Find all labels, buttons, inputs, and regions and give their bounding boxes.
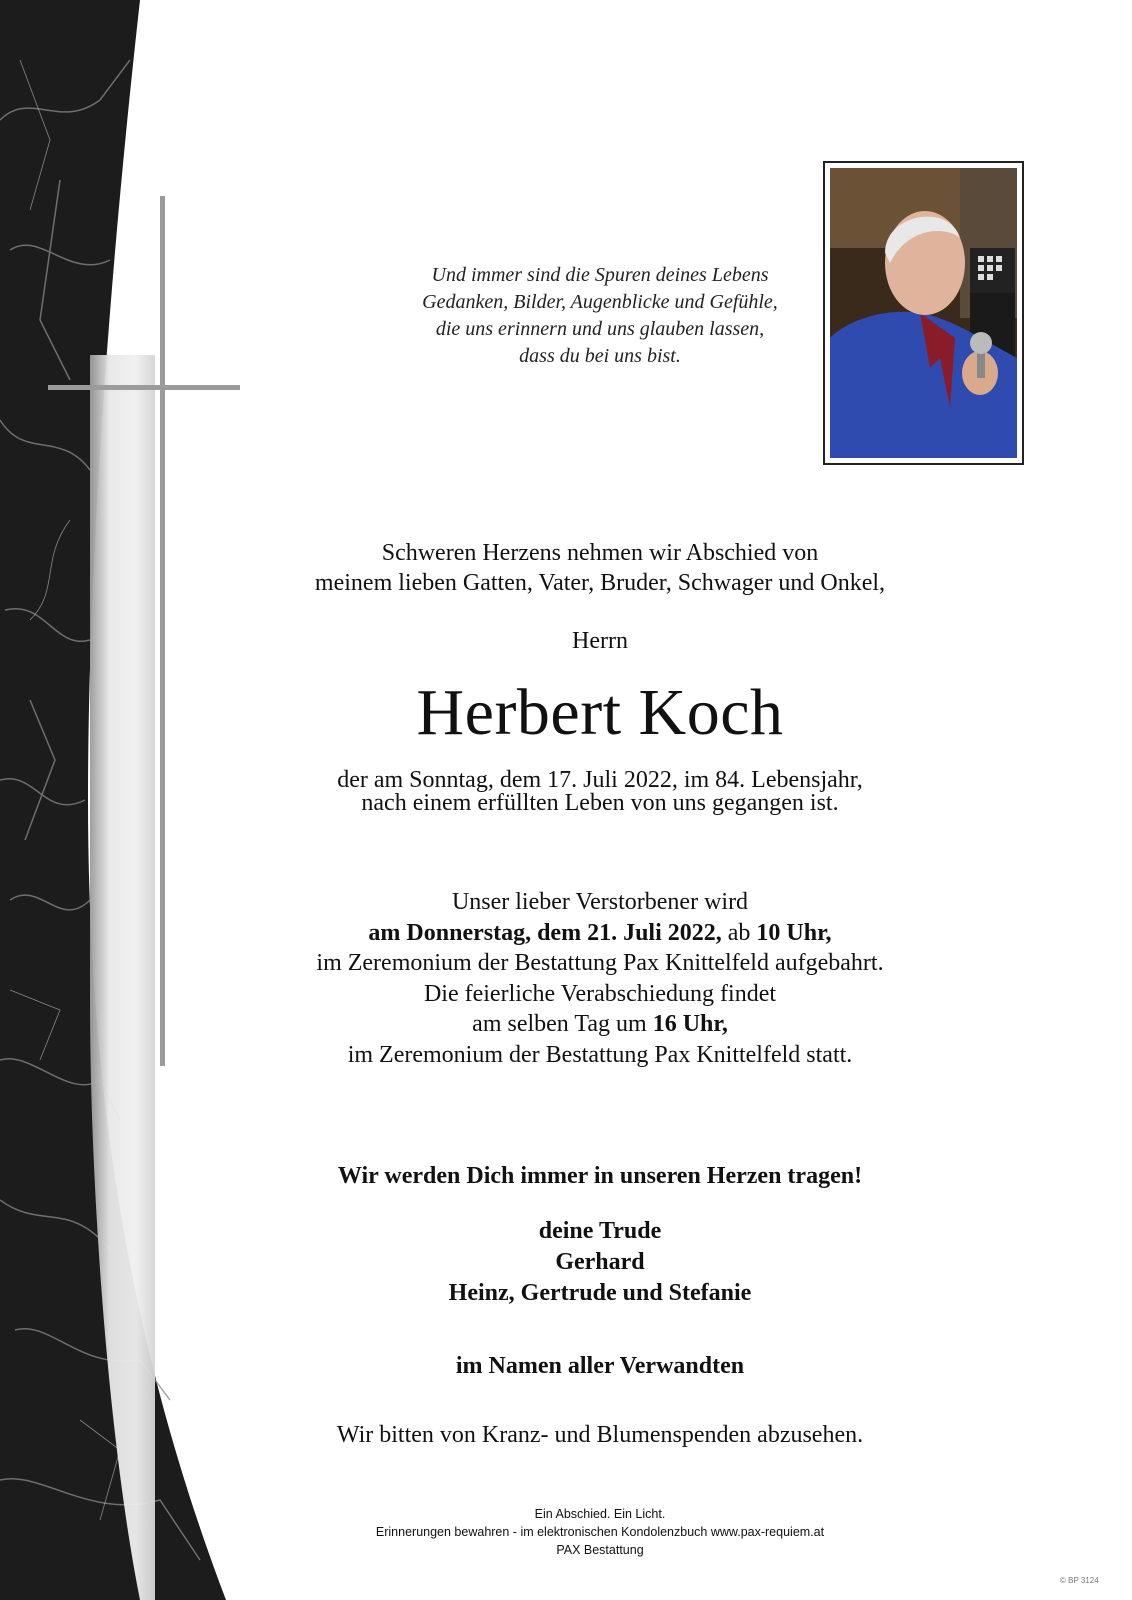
death-line: nach einem erfüllten Leben von uns gegangen ist. bbox=[361, 790, 839, 816]
family-signatures bbox=[280, 1216, 920, 1309]
salutation: Herrn bbox=[572, 628, 628, 654]
funeral-details bbox=[280, 887, 920, 1070]
family-member: deine Trude bbox=[538, 1218, 662, 1244]
poem-line: dass du bei uns bist. bbox=[519, 345, 681, 367]
funeral-line: Unser lieber Verstorbener wird bbox=[451, 889, 749, 915]
funeral-time-line bbox=[280, 1009, 920, 1040]
closing-statement: Wir werden Dich immer in unseren Herzen tragen! bbox=[337, 1163, 863, 1189]
footer-line: PAX Bestattung bbox=[556, 1543, 644, 1557]
intro-line: meinem lieben Gatten, Vater, Bruder, Schwager und Onkel, bbox=[314, 570, 886, 596]
viewing-time: 10 Uhr, bbox=[756, 919, 832, 946]
viewing-connector: ab bbox=[721, 919, 757, 946]
donation-request: Wir bitten von Kranz- und Blumenspenden abzusehen. bbox=[336, 1422, 864, 1448]
poem-line: Gedanken, Bilder, Augenblicke und Gefühle, bbox=[422, 291, 778, 313]
ceremony-time: 16 Uhr, bbox=[652, 1011, 728, 1037]
death-line: der am Sonntag, dem 17. Juli 2022, im 84. Lebensjahr, bbox=[337, 767, 863, 793]
funeral-line: im Zeremonium der Bestattung Pax Knittelfeld statt. bbox=[347, 1041, 853, 1068]
footer-line: Erinnerungen bewahren - im elektronischen Kondolenzbuch www.pax-requiem.at bbox=[375, 1525, 825, 1539]
death-notice bbox=[280, 769, 920, 815]
intro-line: Schweren Herzens nehmen wir Abschied von bbox=[381, 540, 819, 566]
ceremony-prefix: am selben Tag um bbox=[472, 1011, 653, 1037]
deceased-name: Herbert Koch bbox=[416, 676, 784, 749]
poem-line: die uns erinnern und uns glauben lassen, bbox=[435, 318, 765, 340]
family-member: Heinz, Gertrude und Stefanie bbox=[448, 1280, 752, 1306]
footer-line: Ein Abschied. Ein Licht. bbox=[534, 1507, 666, 1521]
marble-border-decoration bbox=[0, 0, 240, 1600]
farewell-intro bbox=[280, 538, 920, 598]
print-code: © BP 3124 bbox=[1060, 1576, 1099, 1585]
relatives-note: im Namen aller Verwandten bbox=[455, 1353, 745, 1379]
family-member: Gerhard bbox=[555, 1249, 645, 1275]
funeral-date-line bbox=[280, 918, 920, 949]
funeral-line: Die feierliche Verabschiedung findet bbox=[423, 980, 777, 1007]
viewing-date: am Donnerstag, dem 21. Juli 2022, bbox=[368, 919, 722, 946]
poem-line: Und immer sind die Spuren deines Lebens bbox=[431, 264, 769, 286]
memorial-poem bbox=[280, 262, 920, 370]
footer bbox=[280, 1505, 920, 1559]
funeral-line: im Zeremonium der Bestattung Pax Knittelfeld aufgebahrt. bbox=[316, 950, 884, 976]
